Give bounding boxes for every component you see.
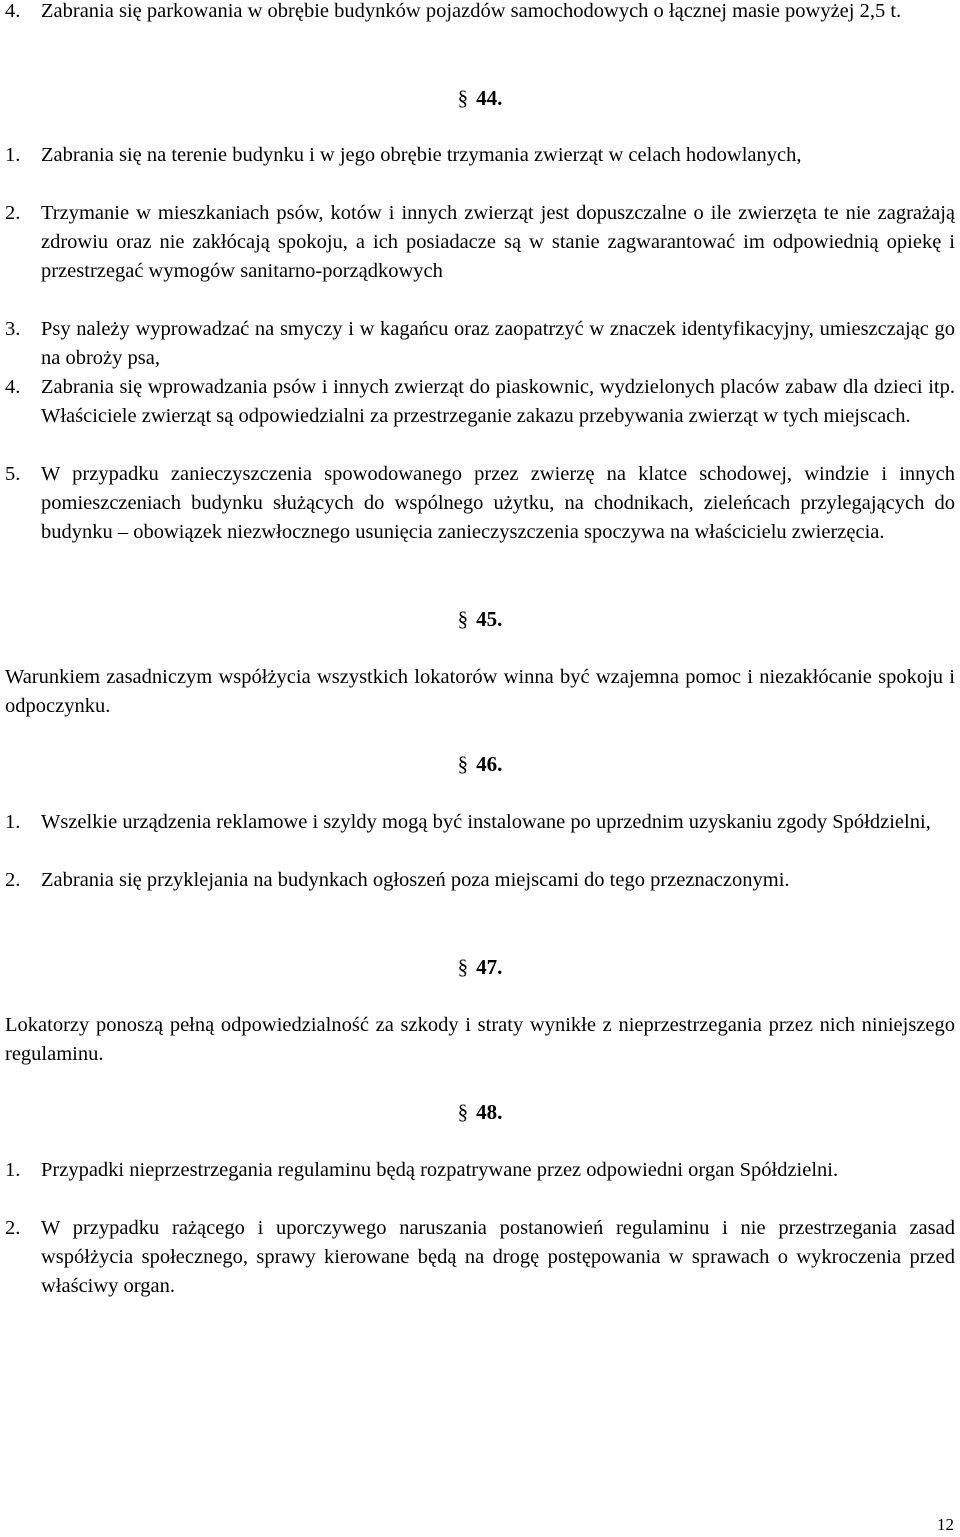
section-number: 45. bbox=[476, 607, 503, 631]
section-number: 48. bbox=[476, 1100, 503, 1124]
paragraph: Warunkiem zasadniczym współżycia wszystkich lokatorów winna być wzajemna pomoc i niezakłócanie spokoju i odpoczynku. bbox=[5, 666, 955, 717]
section-heading-46 bbox=[0, 750, 960, 779]
item-text: Przypadki nieprzestrzegania regulaminu będą rozpatrywane przez odpowiedni organ Spółdzielni. bbox=[41, 1159, 839, 1181]
item-number: 4. bbox=[5, 0, 21, 22]
item-text: Wszelkie urządzenia reklamowe i szyldy mogą być instalowane po uprzednim uzyskaniu zgody Spółdzielni, bbox=[41, 811, 931, 833]
item-text: Zabrania się parkowania w obrębie budynków pojazdów samochodowych o łącznej masie powyżej 2,5 t. bbox=[41, 0, 902, 22]
item-text: W przypadku rażącego i uporczywego naruszania postanowień regulaminu i nie przestrzegania zasad współżycia społecznego, sprawy kierowane będą na drogę postępowania w sprawach o wykroczenia przed właściwy organ. bbox=[41, 1217, 955, 1297]
item-number: 1. bbox=[5, 1159, 21, 1181]
list-item bbox=[5, 1156, 955, 1185]
section-heading-48 bbox=[0, 1098, 960, 1127]
item-number: 3. bbox=[5, 318, 21, 340]
section-symbol: § bbox=[457, 752, 469, 776]
item-number: 2. bbox=[5, 869, 21, 891]
section-symbol: § bbox=[457, 607, 469, 631]
section-symbol: § bbox=[457, 955, 469, 979]
section-symbol: § bbox=[457, 86, 469, 110]
item-number: 2. bbox=[5, 202, 21, 224]
item-text: Trzymanie w mieszkaniach psów, kotów i innych zwierząt jest dopuszczalne o ile zwierzęta te nie zagrażają zdrowiu oraz nie zakłócają spokoju, a ich posiadacze są w stanie zagwarantować im odpowiednią opiekę i przestrzegać wymogów sanitarno-porządkowych bbox=[41, 202, 955, 282]
item-number: 1. bbox=[5, 811, 21, 833]
list-item bbox=[5, 460, 955, 547]
item-text: Psy należy wyprowadzać na smyczy i w kagańcu oraz zaopatrzyć w znaczek identyfikacyjny, umieszczając go na obroży psa, bbox=[41, 318, 955, 369]
list-item bbox=[5, 141, 955, 170]
section-symbol: § bbox=[457, 1100, 469, 1124]
list-item bbox=[5, 1214, 955, 1301]
item-text: Zabrania się wprowadzania psów i innych zwierząt do piaskownic, wydzielonych placów zabaw dla dzieci itp. Właściciele zwierząt są odpowiedzialni za przestrzeganie zakazu przebywania zwierząt w tych miejscach. bbox=[41, 376, 955, 427]
item-text: W przypadku zanieczyszczenia spowodowanego przez zwierzę na klatce schodowej, windzie i innych pomieszczeniach budynku służących do wspólnego użytku, na chodnikach, zieleńcach przylegających do budynku – obowiązek niezwłocznego usunięcia zanieczyszczenia spoczywa na właścicielu zwierzęcia. bbox=[41, 463, 955, 543]
list-item bbox=[5, 808, 955, 837]
page-number: 12 bbox=[937, 1515, 954, 1534]
section-heading-45 bbox=[0, 605, 960, 634]
item-text: Zabrania się przyklejania na budynkach ogłoszeń poza miejscami do tego przeznaczonymi. bbox=[41, 869, 790, 891]
section-number: 44. bbox=[476, 86, 503, 110]
item-number: 2. bbox=[5, 1217, 21, 1239]
list-item bbox=[5, 315, 955, 373]
item-number: 4. bbox=[5, 376, 21, 398]
list-item bbox=[5, 373, 955, 431]
section-heading-44 bbox=[0, 84, 960, 113]
list-item bbox=[5, 0, 955, 26]
section-number: 47. bbox=[476, 955, 503, 979]
section-number: 46. bbox=[476, 752, 503, 776]
item-number: 5. bbox=[5, 463, 21, 485]
item-text: Zabrania się na terenie budynku i w jego obrębie trzymania zwierząt w celach hodowlanych, bbox=[41, 144, 802, 166]
list-item bbox=[5, 866, 955, 895]
list-item bbox=[5, 199, 955, 286]
section-heading-47 bbox=[0, 953, 960, 982]
item-number: 1. bbox=[5, 144, 21, 166]
paragraph: Lokatorzy ponoszą pełną odpowiedzialność za szkody i straty wynikłe z nieprzestrzegania przez nich niniejszego regulaminu. bbox=[5, 1014, 955, 1065]
